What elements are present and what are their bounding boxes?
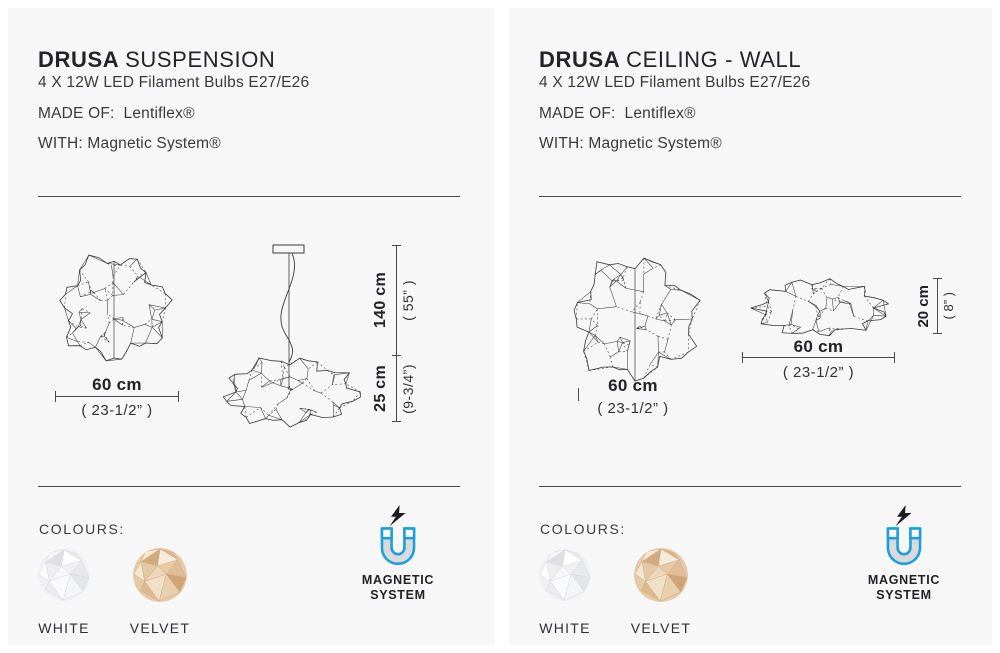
- swatch-velvet: [634, 548, 688, 602]
- magnet-pole: [910, 529, 920, 539]
- badge-label: MAGNETIC SYSTEM: [867, 573, 941, 602]
- swatch-label-white: WHITE: [539, 620, 591, 636]
- badge-label: MAGNETIC SYSTEM: [361, 573, 435, 602]
- magnetic-system-icon: [878, 505, 930, 567]
- panel-suspension: [8, 8, 495, 645]
- colours-label: COLOURS:: [540, 521, 626, 537]
- magnet-pole: [382, 529, 392, 539]
- dimension-label-side-width-in: ( 23-1/2” ): [782, 364, 855, 381]
- dimension-label-body-cm: 25 cm: [372, 365, 389, 412]
- dimension-line-height: [937, 278, 938, 334]
- dimension-label-drop-in: ( 55” ): [400, 279, 416, 321]
- dimension-label-height-in: ( 8” ): [940, 292, 956, 320]
- magnetic-system-badge: [343, 505, 453, 602]
- dimension-label-width-cm: 60 cm: [608, 376, 658, 395]
- dimension-label-side-width-cm: 60 cm: [793, 337, 844, 356]
- dimension-line-width: [55, 396, 179, 397]
- dimension-line-height: [396, 245, 397, 422]
- spec-system: WITH: Magnetic System®: [38, 135, 221, 152]
- side-view-drawing: [210, 240, 370, 435]
- product-variant: CEILING - WALL: [626, 46, 802, 72]
- spec-bulbs: 4 X 12W LED Filament Bulbs E27/E26: [539, 74, 811, 91]
- swatch-white: [539, 549, 591, 601]
- spec-system: WITH: Magnetic System®: [539, 135, 722, 152]
- colours-label: COLOURS:: [39, 521, 125, 537]
- spec-bulbs: 4 X 12W LED Filament Bulbs E27/E26: [38, 74, 310, 91]
- swatch-label-white: WHITE: [38, 620, 90, 636]
- top-view-drawing: [46, 238, 186, 378]
- lightning-bolt-icon: [389, 505, 405, 526]
- swatch-velvet: [133, 548, 187, 602]
- product-name: DRUSA: [539, 46, 620, 72]
- magnetic-system-icon: [372, 505, 424, 567]
- spec-list: [38, 74, 309, 166]
- magnet-pole: [404, 529, 414, 539]
- page-title: [539, 47, 801, 73]
- spec-material: MADE OF: Lentiflex®: [539, 104, 696, 122]
- dimension-label-body-in: (9-3/4”): [400, 363, 416, 414]
- divider: [38, 196, 460, 197]
- magnet-pole: [888, 529, 898, 539]
- divider: [38, 486, 460, 487]
- swatch-label-velvet: VELVET: [129, 620, 191, 636]
- spec-material: MADE OF: Lentiflex®: [38, 104, 195, 122]
- divider: [539, 486, 961, 487]
- dimension-label-width-in: ( 23-1/2” ): [81, 402, 153, 419]
- page-title: [38, 47, 275, 73]
- dimension-label-height-cm: 20 cm: [914, 284, 932, 328]
- divider: [539, 196, 961, 197]
- swatch-white: [38, 549, 90, 601]
- lightning-bolt-icon: [895, 505, 911, 526]
- dimension-label-width-cm: 60 cm: [92, 375, 142, 394]
- panel-ceiling-wall: [509, 8, 992, 645]
- swatch-label-velvet: VELVET: [630, 620, 692, 636]
- dimension-label-drop-cm: 140 cm: [372, 271, 389, 329]
- dimension-label-width-in: ( 23-1/2” ): [597, 400, 669, 417]
- spec-list: [539, 74, 810, 166]
- dimension-line-width: [742, 357, 895, 358]
- product-variant: SUSPENSION: [125, 46, 276, 72]
- product-name: DRUSA: [38, 46, 119, 72]
- magnetic-system-badge: [849, 505, 959, 602]
